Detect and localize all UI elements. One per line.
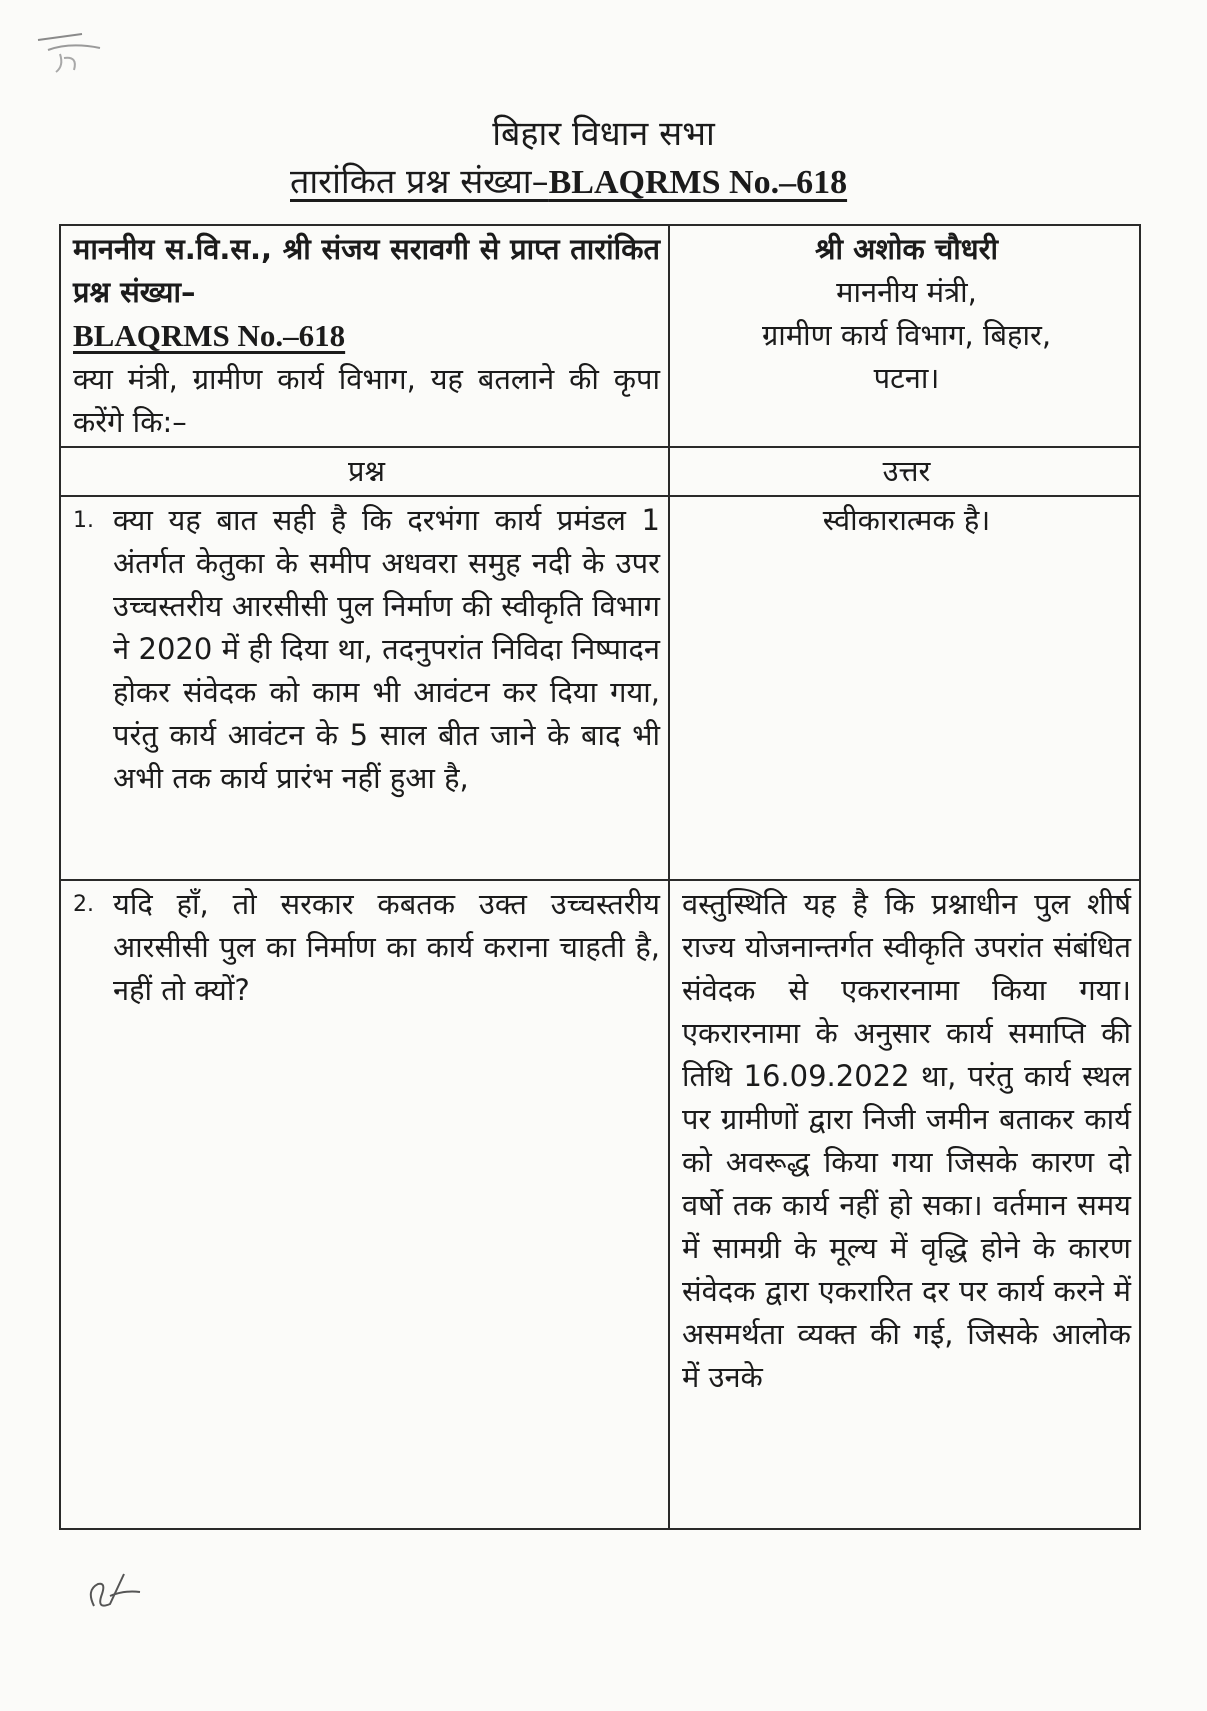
subtitle-prefix: तारांकित प्रश्न संख्या– <box>290 162 549 202</box>
header-row <box>60 447 1140 496</box>
item-number: 2. <box>73 892 94 917</box>
intro-ref: BLAQRMS No.–618 <box>73 318 346 353</box>
responder-department: ग्रामीण कार्य विभाग, बिहार, <box>761 318 1052 352</box>
handwritten-mark-top <box>30 28 110 78</box>
intro-cell <box>60 225 669 447</box>
responder-name: श्री अशोक चौधरी <box>814 232 999 266</box>
question-answer-table <box>59 224 1141 1530</box>
intro-line2: क्या मंत्री, ग्रामीण कार्य विभाग, यह बतलाने की कृपा करेंगे कि:– <box>73 362 660 439</box>
page-title: बिहार विधान सभा <box>492 114 715 154</box>
responder-city: पटना। <box>873 361 940 395</box>
answer-cell: स्वीकारात्मक है। <box>669 496 1140 880</box>
handwritten-initials <box>80 1560 150 1620</box>
answer-column-header: उत्तर <box>669 447 1140 496</box>
question-column-header: प्रश्न <box>60 447 669 496</box>
question-text: क्या यह बात सही है कि दरभंगा कार्य प्रमंडल 1 अंतर्गत केतुका के समीप अधवरा समुह नदी के उपर उच्चस्तरीय आरसीसी पुल निर्माण की स्वीकृति विभाग ने 2020 में ही दिया था, तदनुपरांत निविदा निष्पादन होकर संवेदक को काम भी आवंटन कर दिया गया, परंतु कार्य आवंटन के 5 साल बीत जाने के बाद भी अभी तक कार्य प्रारंभ नहीं हुआ है, <box>113 503 660 795</box>
responder-cell <box>669 225 1140 447</box>
subtitle-ref: BLAQRMS No.–618 <box>548 164 848 201</box>
item-number: 1. <box>73 508 94 533</box>
question-text: यदि हाँ, तो सरकार कबतक उक्त उच्चस्तरीय आरसीसी पुल का निर्माण का कार्य कराना चाहती है, नहीं तो क्यों? <box>113 887 660 1007</box>
intro-row <box>60 225 1140 447</box>
item-row <box>60 880 1140 1529</box>
page-subtitle <box>290 160 1010 205</box>
question-cell <box>60 496 669 880</box>
intro-line1: माननीय स.वि.स., श्री संजय सरावगी से प्राप्त तारांकित प्रश्न संख्या– <box>73 232 660 309</box>
question-cell <box>60 880 669 1529</box>
responder-designation: माननीय मंत्री, <box>836 275 977 309</box>
answer-cell: वस्तुस्थिति यह है कि प्रश्नाधीन पुल शीर्ष राज्य योजनान्तर्गत स्वीकृति उपरांत संबंधित संवेदक से एकरारनामा किया गया। एकरारनामा के अनुसार कार्य समाप्ति की तिथि 16.09.2022 था, परंतु कार्य स्थल पर ग्रामीणों द्वारा निजी जमीन बताकर कार्य को अवरूद्ध किया गया जिसके कारण दो वर्षो तक कार्य नहीं हो सका। वर्तमान समय में सामग्री के मूल्य में वृद्धि होने के कारण संवेदक द्वारा एकरारित दर पर कार्य करने में असमर्थता व्यक्त की गई, जिसके आलोक में उनके <box>669 880 1140 1529</box>
item-row <box>60 496 1140 880</box>
